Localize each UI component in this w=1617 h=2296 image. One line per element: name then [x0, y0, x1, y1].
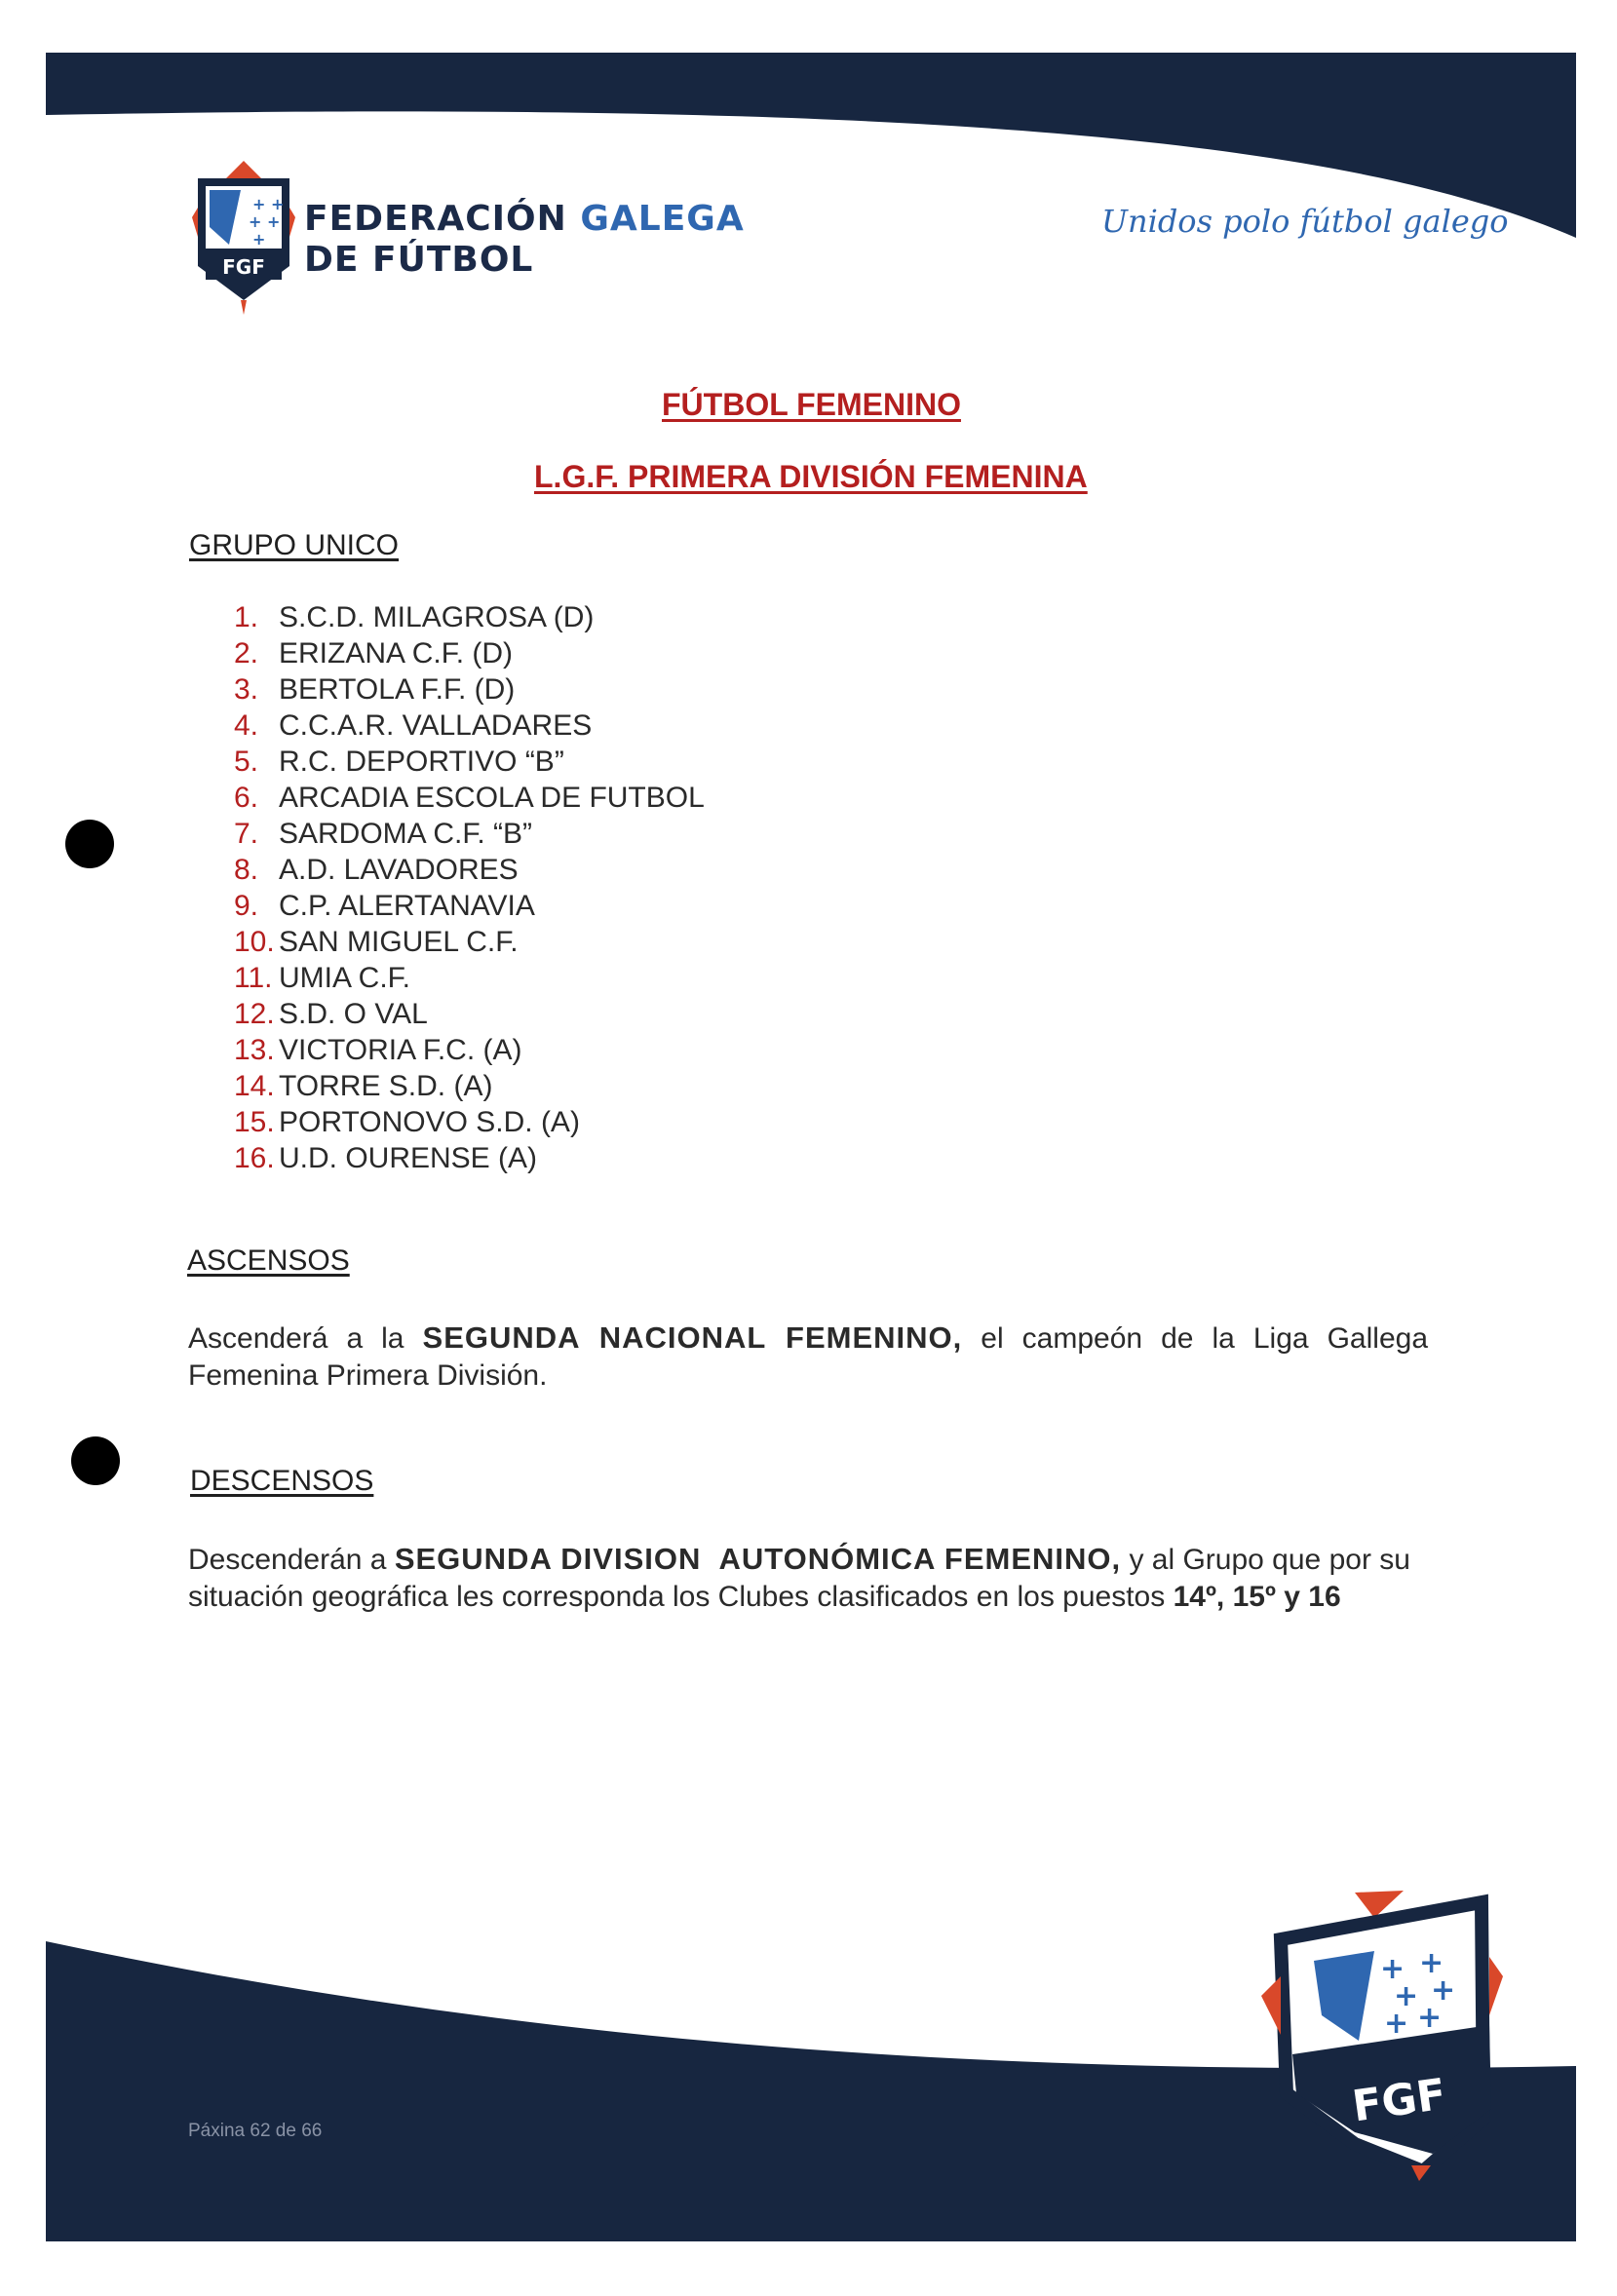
ascensos-heading: ASCENSOS: [187, 1244, 350, 1277]
ascensos-text-line2: Femenina Primera División.: [188, 1359, 548, 1392]
org-name-line1: [304, 199, 745, 239]
list-item: 10. SAN MIGUEL C.F.: [234, 926, 519, 958]
descensos-positions: 14º, 15º y 16: [1173, 1581, 1341, 1613]
list-item: 5. R.C. DEPORTIVO “B”: [234, 746, 564, 778]
svg-text:+ +: + +: [249, 212, 281, 231]
svg-text:+: +: [1419, 1946, 1444, 1980]
org-name-part1: FEDERACIÓN: [304, 199, 567, 239]
org-name-line2: DE FÚTBOL: [304, 240, 534, 280]
list-item: 2. ERIZANA C.F. (D): [234, 637, 514, 670]
page-title: FÚTBOL FEMENINO: [662, 387, 961, 422]
org-name-part2: GALEGA: [580, 199, 745, 239]
page-number: Páxina 62 de 66: [188, 2121, 323, 2141]
descensos-text: Descenderán a SEGUNDA DIVISION AUTONÓMICA FEMENINO, y al Grupo que por su: [188, 1542, 1410, 1576]
list-item: 8. A.D. LAVADORES: [234, 854, 519, 886]
list-item: 13. VICTORIA F.C. (A): [234, 1034, 522, 1066]
descensos-highlight: SEGUNDA DIVISION AUTONÓMICA FEMENINO,: [394, 1542, 1122, 1576]
svg-text:+: +: [252, 230, 266, 249]
group-heading: GRUPO UNICO: [189, 529, 400, 561]
fgf-large-shield-icon: [1257, 1889, 1511, 2181]
svg-text:+: +: [1431, 1973, 1456, 2008]
list-item: 16. U.D. OURENSE (A): [234, 1142, 538, 1174]
list-item: 3. BERTOLA F.F. (D): [234, 673, 516, 706]
competition-title: L.G.F. PRIMERA DIVISIÓN FEMENINA: [534, 459, 1088, 494]
fgf-shield-icon: [190, 159, 297, 315]
list-item: 6. ARCADIA ESCOLA DE FUTBOL: [234, 782, 705, 814]
descensos-heading: DESCENSOS: [190, 1465, 374, 1497]
list-item: 12. S.D. O VAL: [234, 998, 428, 1030]
punch-hole: [65, 820, 114, 868]
slogan: Unidos polo fútbol galego: [1101, 203, 1509, 240]
svg-text:+: +: [1380, 1952, 1405, 1986]
list-item: 4. C.C.A.R. VALLADARES: [234, 709, 593, 742]
list-item: 9. C.P. ALERTANAVIA: [234, 890, 535, 922]
svg-text:+: +: [1417, 2001, 1443, 2035]
list-item: 11. UMIA C.F.: [234, 962, 411, 994]
ascensos-highlight: SEGUNDA NACIONAL FEMENINO,: [422, 1320, 963, 1355]
list-item: 1. S.C.D. MILAGROSA (D): [234, 601, 595, 633]
svg-text:+: +: [1394, 1979, 1419, 2013]
logo-fgf-text: FGF: [222, 255, 265, 279]
descensos-text-line2: situación geográfica les corresponda los Clubes clasificados en los puestos 14º, 15º y 16: [188, 1581, 1341, 1613]
list-item: 14. TORRE S.D. (A): [234, 1070, 493, 1102]
team-list: [234, 599, 916, 1176]
footer-logo-fgf-text: FGF: [1349, 2069, 1449, 2132]
list-item: 15. PORTONOVO S.D. (A): [234, 1106, 580, 1138]
ascensos-text: Ascenderá a la SEGUNDA NACIONAL FEMENINO, el campeón de la Liga Gallega: [188, 1320, 1428, 1355]
punch-hole: [71, 1436, 120, 1485]
svg-text:+ +: + +: [252, 195, 285, 213]
list-item: 7. SARDOMA C.F. “B”: [234, 818, 533, 850]
svg-text:+: +: [1384, 2007, 1409, 2041]
